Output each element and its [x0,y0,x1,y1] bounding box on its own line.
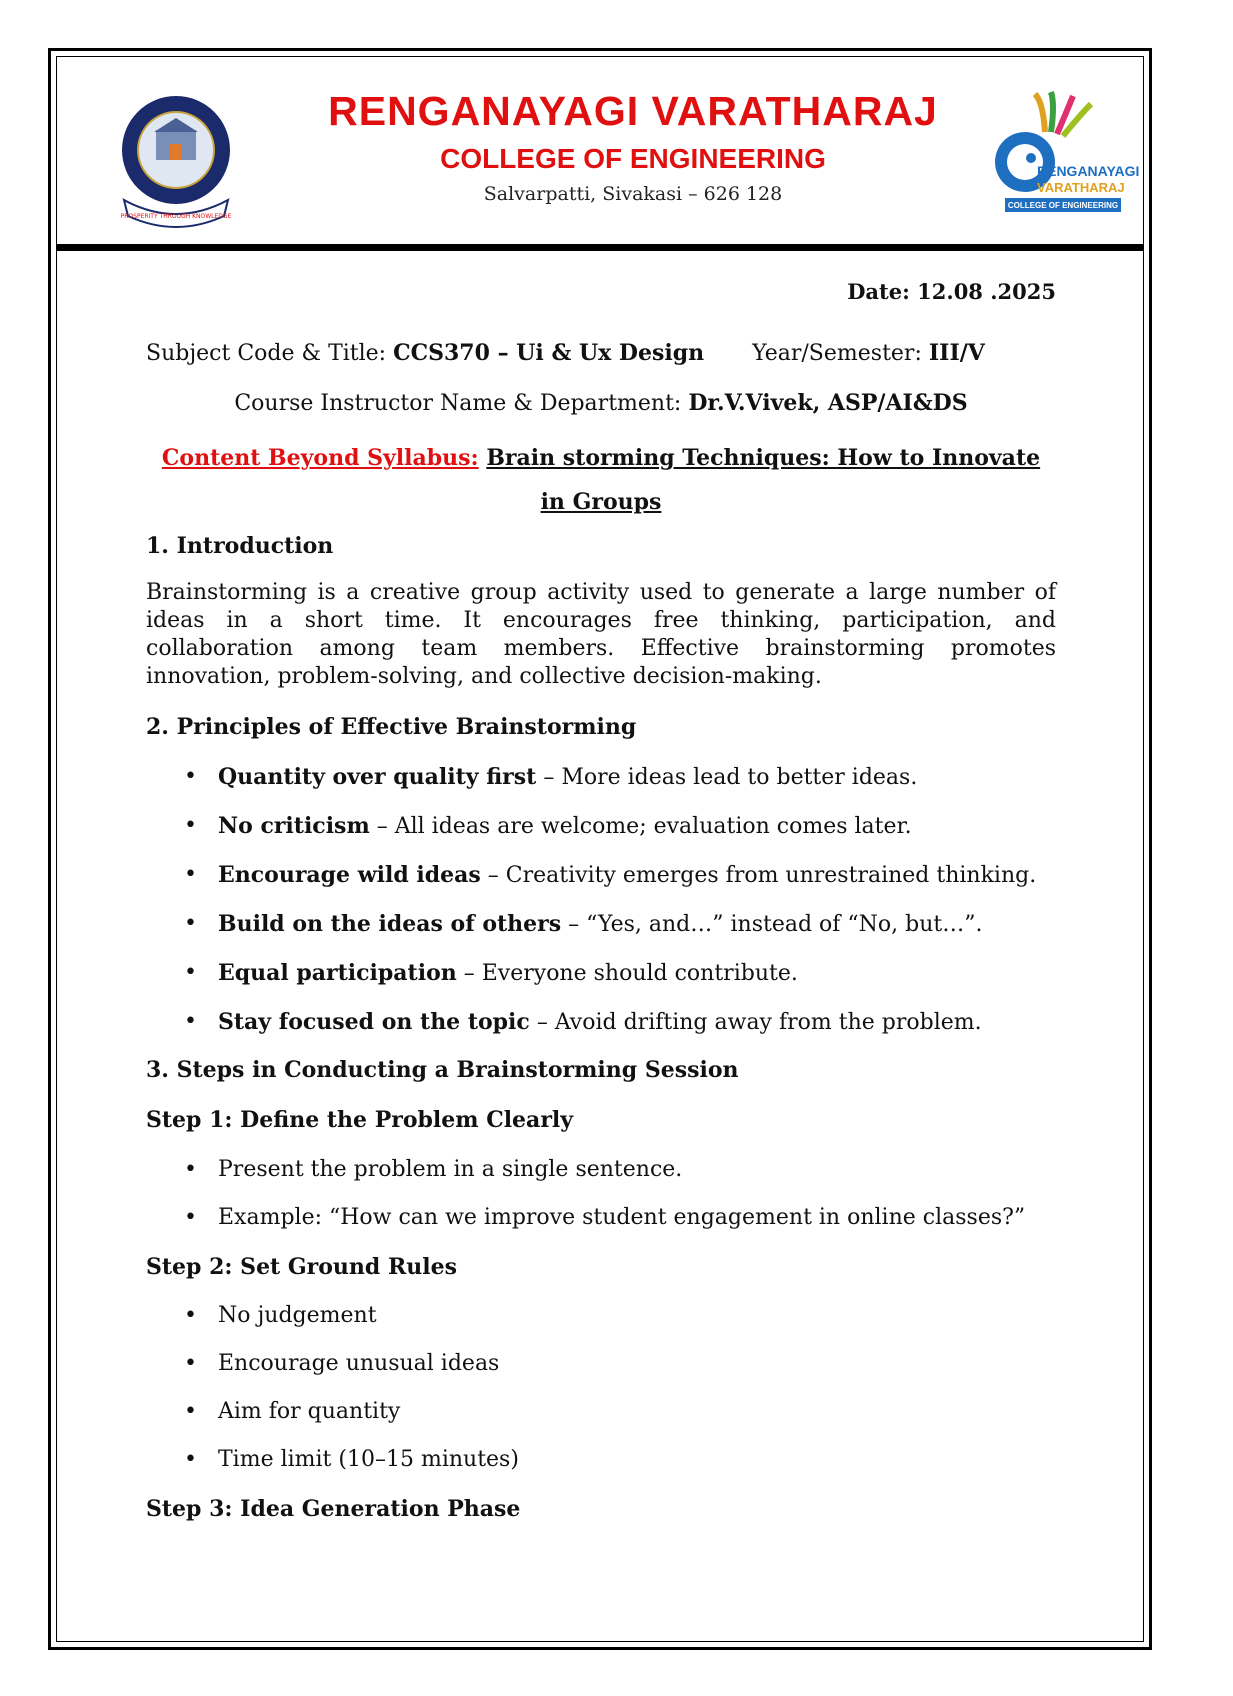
step1-list [146,1157,1056,1231]
step2-heading: Step 2: Set Ground Rules [146,1253,457,1280]
instructor-value: Dr.V.Vivek, ASP/AI&DS [688,389,968,416]
year-value: III/V [928,340,985,367]
college-subtitle: COLLEGE OF ENGINEERING [440,143,826,174]
cbs-topic: Brain storming Techniques: How to Innovate in Groups [486,445,1041,516]
header-divider [56,244,1144,251]
list-item: • Stay focused on the topic – Avoid drifting away from the problem. [146,1009,1056,1036]
step2-list [146,1303,1056,1473]
instructor-label: Course Instructor Name & Department: [234,390,689,416]
list-item: • Time limit (10–15 minutes) [146,1447,1056,1473]
list-item: • Aim for quantity [146,1399,1056,1425]
brand-logo-line3: COLLEGE OF ENGINEERING [1007,201,1119,210]
content-beyond-syllabus [146,436,1056,524]
college-name: RENGANAYAGI VARATHARAJ [328,88,938,134]
list-item: • No criticism – All ideas are welcome; evaluation comes later. [146,813,1056,840]
list-item: • No judgement [146,1303,1056,1329]
list-item: • Quantity over quality first – More ideas lead to better ideas. [146,764,1056,791]
list-item: • Equal participation – Everyone should contribute. [146,960,1056,987]
step3-heading: Step 3: Idea Generation Phase [146,1496,521,1523]
step1-heading: Step 1: Define the Problem Clearly [146,1107,574,1134]
subject-value: CCS370 – Ui & Ux Design [393,340,705,367]
college-address: Salvarpatti, Sivakasi – 626 128 [483,183,783,205]
brand-logo-line1: RENGANAYAGI [1037,163,1140,179]
document-date: Date: 12.08 .2025 [847,279,1056,304]
subject-line [146,339,1056,369]
list-item: • Present the problem in a single sentence. [146,1157,1056,1183]
list-item: • Build on the ideas of others – “Yes, and…” instead of “No, but…”. [146,911,1056,938]
list-item: • Encourage wild ideas – Creativity emerges from unrestrained thinking. [146,862,1056,889]
cbs-label: Content Beyond Syllabus: [161,445,479,472]
instructor-line [146,389,1056,419]
emblem-motto: PROSPERITY THROUGH KNOWLEDGE [120,213,232,220]
brand-logo-line2: VARATHARAJ [1037,180,1125,195]
list-item: • Example: “How can we improve student engagement in online classes?” [146,1205,1056,1231]
document-body [146,270,1056,1524]
principles-list [146,764,1056,1036]
list-item: • Encourage unusual ideas [146,1351,1056,1377]
intro-paragraph: Brainstorming is a creative group activity used to generate a large number of ideas in a short time. It encourages free thinking, participation, and collaboration among team members. Effective brainstorming promotes innovation, problem-solving, and collective decision-making. [146,580,1056,690]
year-label: Year/Semester: [752,341,929,367]
subject-label: Subject Code & Title: [146,341,394,367]
steps-heading: 3. Steps in Conducting a Brainstorming Session [146,1056,739,1083]
principles-heading: 2. Principles of Effective Brainstorming [146,714,637,741]
intro-heading: 1. Introduction [146,533,334,560]
